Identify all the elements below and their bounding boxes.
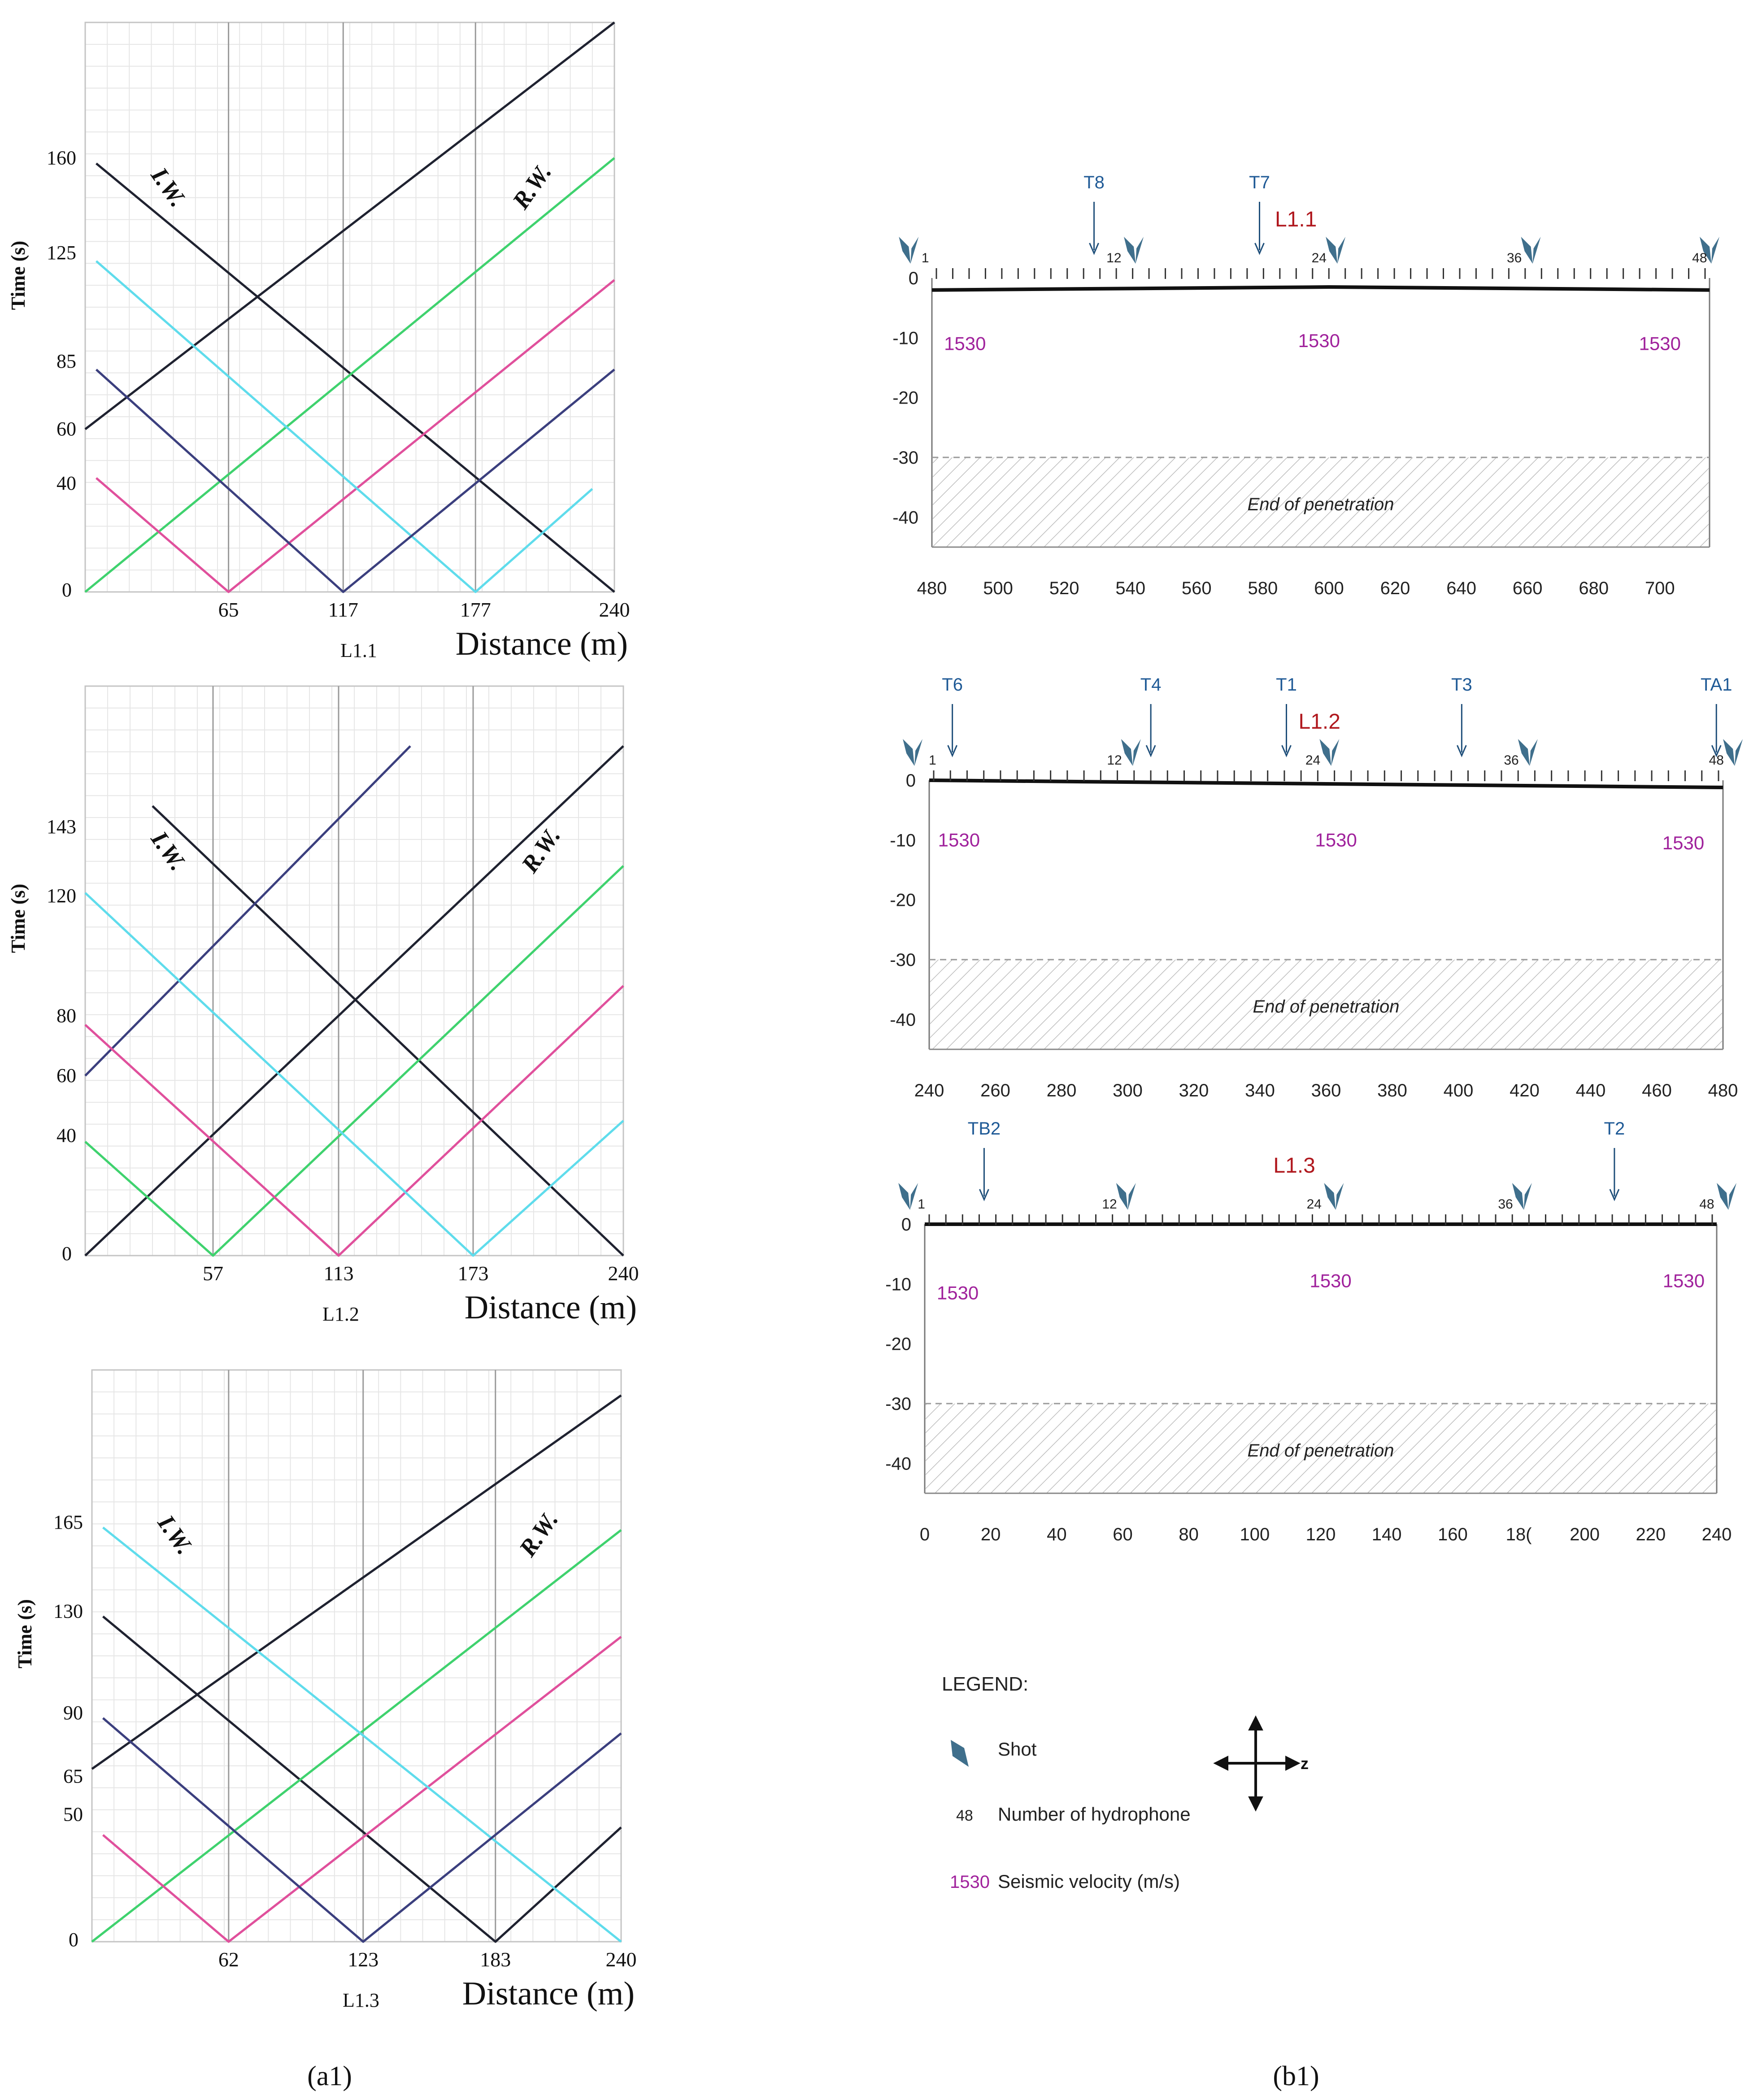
legend-title: LEGEND: (942, 1673, 1029, 1695)
receiver-label: T6 (942, 675, 963, 695)
shot-marker (1728, 1183, 1736, 1210)
shot-marker (898, 1183, 910, 1210)
x-tick-label: 700 (1645, 578, 1675, 598)
shot-marker (1319, 739, 1331, 766)
compass-icon (1216, 1718, 1297, 1809)
streamer-line (932, 287, 1710, 290)
receiver-label: T2 (1604, 1119, 1625, 1139)
x-tick-label: 60 (1113, 1525, 1133, 1544)
x-tick-label: 80 (1179, 1525, 1199, 1544)
hydrophone-number: 1 (929, 753, 936, 768)
x-tick-label: 340 (1245, 1081, 1275, 1100)
x-tick-label: 480 (1708, 1081, 1738, 1100)
y-tick-label: 85 (57, 350, 76, 372)
penetration-label: End of penetration (1247, 495, 1394, 514)
x-axis-label: Distance (m) (464, 1289, 637, 1326)
hydrophone-number: 1 (918, 1197, 925, 1212)
velocity-label: 1530 (944, 333, 986, 354)
x-tick-label: 240 (608, 1262, 639, 1285)
x-axis-label: Distance (m) (462, 1975, 635, 2012)
x-tick-label: 200 (1570, 1525, 1600, 1544)
hydrophone-number: 48 (1692, 251, 1707, 265)
velocity-label: 1530 (1298, 330, 1340, 351)
y-tick-label: -10 (885, 1274, 911, 1295)
x-tick-label: 18( (1505, 1525, 1532, 1544)
seismic-section (890, 675, 1743, 1100)
x-tick-label: 113 (323, 1262, 354, 1285)
y-tick-label: -30 (890, 950, 916, 970)
x-axis-label: Distance (m) (455, 626, 628, 662)
x-tick-label: 620 (1380, 578, 1410, 598)
shot-marker (1530, 739, 1538, 766)
hydrophone-number: 36 (1498, 1197, 1513, 1212)
x-tick-label: 360 (1311, 1081, 1341, 1100)
y-tick-label: -40 (890, 1010, 916, 1030)
incident-wave-label: I.W. (146, 826, 192, 876)
velocity-label: 1530 (1315, 829, 1357, 851)
y-tick-label: -40 (885, 1454, 911, 1474)
origin-tick-label: 0 (62, 579, 72, 601)
hydrophone-number: 24 (1306, 1197, 1322, 1212)
y-tick-label: -40 (892, 508, 918, 528)
panel-label: L1.1 (340, 639, 377, 661)
receiver-label: T1 (1276, 675, 1297, 695)
incident-wave-label: I.W. (146, 162, 192, 212)
hydrophone-number: 36 (1504, 753, 1519, 768)
plot-grid (92, 1370, 621, 1942)
receiver-label: TA1 (1701, 675, 1732, 695)
line-title: L1.2 (1298, 710, 1340, 734)
y-tick-label: 40 (57, 472, 76, 495)
y-tick-label: 0 (905, 771, 916, 791)
x-tick-label: 440 (1575, 1081, 1606, 1100)
y-tick-label: 165 (53, 1511, 83, 1533)
y-tick-label: 0 (908, 269, 918, 288)
hydrophone-number: 24 (1305, 753, 1321, 768)
legend-item-hydrophone (956, 1804, 1191, 1825)
x-tick-label: 400 (1443, 1081, 1474, 1100)
y-tick-label: -10 (892, 328, 918, 348)
y-tick-label: 65 (63, 1765, 83, 1787)
x-tick-label: 65 (218, 598, 239, 621)
y-axis-label: Time (s) (14, 1599, 36, 1669)
x-tick-label: 240 (599, 598, 630, 621)
hydrophone-number: 1 (921, 251, 929, 265)
y-axis-label: Time (s) (7, 883, 29, 953)
hydrophone-number: 12 (1102, 1197, 1117, 1212)
panel-label: L1.2 (322, 1303, 359, 1325)
y-tick-label: 130 (53, 1600, 83, 1622)
shot-marker (914, 739, 922, 766)
x-tick-label: 540 (1115, 578, 1146, 598)
y-tick-label: 50 (63, 1803, 83, 1826)
shot-marker (1723, 739, 1735, 766)
legend-hydrophone-symbol: 48 (956, 1807, 973, 1824)
penetration-label: End of penetration (1247, 1441, 1394, 1461)
receiver-label: T3 (1451, 675, 1472, 695)
x-tick-label: 480 (917, 578, 947, 598)
x-tick-label: 117 (328, 598, 358, 621)
time-distance-chart (14, 1370, 637, 2012)
x-tick-label: 173 (457, 1262, 489, 1285)
time-distance-chart (7, 686, 639, 1326)
y-tick-label: 90 (63, 1702, 83, 1724)
y-tick-label: -30 (885, 1394, 911, 1414)
x-tick-label: 240 (605, 1948, 637, 1971)
legend-item-shot (951, 1739, 1037, 1767)
shot-marker (1717, 1183, 1728, 1210)
y-tick-label: 143 (47, 816, 76, 838)
y-tick-label: -20 (890, 890, 916, 910)
x-tick-label: 40 (1047, 1525, 1067, 1544)
caption-right: (b1) (1273, 2061, 1319, 2091)
y-tick-label: 160 (47, 147, 76, 169)
shot-marker (1324, 1183, 1336, 1210)
shot-marker (899, 237, 910, 264)
x-tick-label: 500 (983, 578, 1013, 598)
velocity-label: 1530 (1639, 333, 1681, 354)
legend-item-label: Seismic velocity (m/s) (998, 1871, 1180, 1892)
line-title: L1.3 (1273, 1154, 1315, 1178)
receiver-label: T7 (1249, 173, 1270, 192)
x-tick-label: 600 (1314, 578, 1344, 598)
legend-item-label: Number of hydrophone (998, 1804, 1191, 1825)
shot-marker (1512, 1183, 1524, 1210)
x-tick-label: 183 (480, 1948, 511, 1971)
x-tick-label: 177 (460, 598, 491, 621)
shot-marker (1524, 1183, 1532, 1210)
series-line (152, 806, 623, 1256)
origin-tick-label: 0 (69, 1929, 78, 1951)
shot-marker (903, 739, 914, 766)
shot-marker (1121, 739, 1133, 766)
plot-grid (85, 686, 623, 1256)
y-tick-label: 120 (47, 884, 76, 907)
reflected-wave-label: R.W. (513, 1506, 564, 1561)
y-tick-label: 0 (901, 1215, 911, 1235)
shot-marker (1331, 739, 1339, 766)
x-tick-label: 420 (1510, 1081, 1540, 1100)
compass-label: z (1301, 1754, 1309, 1773)
time-distance-panels (7, 22, 639, 2012)
y-tick-label: -10 (890, 830, 916, 851)
hydrophone-number: 36 (1506, 251, 1522, 265)
x-tick-label: 320 (1179, 1081, 1209, 1100)
y-tick-label: -20 (892, 388, 918, 408)
penetration-label: End of penetration (1253, 997, 1400, 1017)
shot-marker (1116, 1183, 1128, 1210)
panel-label: L1.3 (343, 1989, 379, 2011)
shot-marker (910, 237, 918, 264)
x-tick-label: 680 (1579, 578, 1609, 598)
x-tick-label: 300 (1113, 1081, 1143, 1100)
legend-item-label: Shot (998, 1739, 1037, 1760)
x-tick-label: 240 (914, 1081, 944, 1100)
x-tick-label: 160 (1437, 1525, 1468, 1544)
receiver-label: T8 (1083, 173, 1105, 192)
shot-marker (910, 1183, 918, 1210)
shot-marker (1128, 1183, 1136, 1210)
origin-tick-label: 0 (62, 1243, 72, 1265)
x-tick-label: 140 (1371, 1525, 1402, 1544)
shot-marker (1326, 237, 1337, 264)
shot-marker (1136, 237, 1144, 264)
series-line (103, 1637, 621, 1942)
hydrophone-number: 48 (1699, 1197, 1714, 1212)
x-tick-label: 120 (1305, 1525, 1336, 1544)
hydrophone-ticks (934, 770, 1719, 781)
x-tick-label: 560 (1181, 578, 1212, 598)
x-tick-label: 0 (919, 1525, 930, 1544)
shot-marker (1124, 237, 1136, 264)
line-title: L1.1 (1275, 208, 1317, 231)
shot-marker (1521, 237, 1533, 264)
shot-marker (1337, 237, 1345, 264)
x-tick-label: 380 (1377, 1081, 1407, 1100)
y-tick-label: 40 (57, 1124, 76, 1147)
streamer-line (929, 780, 1723, 787)
shot-icon (951, 1740, 969, 1767)
shot-marker (1711, 237, 1719, 264)
y-tick-label: -30 (892, 448, 918, 468)
seismic-section (885, 1119, 1736, 1544)
x-tick-label: 460 (1642, 1081, 1672, 1100)
receiver-label: T4 (1140, 675, 1162, 695)
x-tick-label: 240 (1701, 1525, 1732, 1544)
receiver-label: TB2 (967, 1119, 1001, 1139)
shot-marker (1133, 739, 1141, 766)
y-tick-label: -20 (885, 1334, 911, 1354)
legend-item-velocity (950, 1871, 1180, 1892)
y-axis-label: Time (s) (7, 240, 29, 310)
shot-marker (1336, 1183, 1344, 1210)
x-tick-label: 62 (218, 1948, 239, 1971)
hydrophone-ticks (936, 268, 1705, 279)
x-tick-label: 220 (1636, 1525, 1666, 1544)
series-line (96, 370, 614, 592)
series-line (96, 280, 614, 592)
x-tick-label: 520 (1049, 578, 1079, 598)
hydrophone-number: 12 (1107, 753, 1122, 768)
x-tick-label: 57 (203, 1262, 223, 1285)
section-panels (885, 173, 1743, 1544)
x-tick-label: 640 (1446, 578, 1476, 598)
x-tick-label: 280 (1046, 1081, 1077, 1100)
hydrophone-number: 24 (1311, 251, 1327, 265)
reflected-wave-label: R.W. (516, 822, 566, 878)
incident-wave-label: I.W. (152, 1510, 199, 1560)
x-tick-label: 123 (348, 1948, 379, 1971)
seismic-section (892, 173, 1719, 598)
velocity-label: 1530 (938, 829, 980, 851)
shot-marker (1533, 237, 1541, 264)
y-tick-label: 125 (47, 242, 76, 264)
shot-marker (1735, 739, 1743, 766)
x-tick-label: 580 (1248, 578, 1278, 598)
x-tick-label: 260 (980, 1081, 1010, 1100)
x-tick-label: 20 (980, 1525, 1001, 1544)
x-tick-label: 100 (1240, 1525, 1270, 1544)
y-tick-label: 80 (57, 1004, 76, 1027)
series-line (103, 1617, 621, 1942)
velocity-label: 1530 (1662, 832, 1705, 853)
caption-left: (a1) (307, 2061, 352, 2091)
hydrophone-number: 12 (1106, 251, 1122, 265)
series-line (96, 164, 614, 592)
plot-grid (85, 22, 614, 592)
shot-marker (1518, 739, 1530, 766)
velocity-label: 1530 (936, 1282, 979, 1304)
x-tick-label: 660 (1512, 578, 1543, 598)
y-tick-label: 60 (57, 1064, 76, 1087)
legend (942, 1673, 1309, 1892)
reflected-wave-label: R.W. (507, 159, 557, 214)
y-tick-label: 60 (57, 418, 76, 440)
time-distance-chart (7, 22, 630, 662)
velocity-label: 1530 (1310, 1270, 1352, 1291)
legend-velocity-symbol: 1530 (950, 1872, 990, 1892)
velocity-label: 1530 (1662, 1270, 1705, 1291)
hydrophone-number: 48 (1709, 753, 1724, 768)
